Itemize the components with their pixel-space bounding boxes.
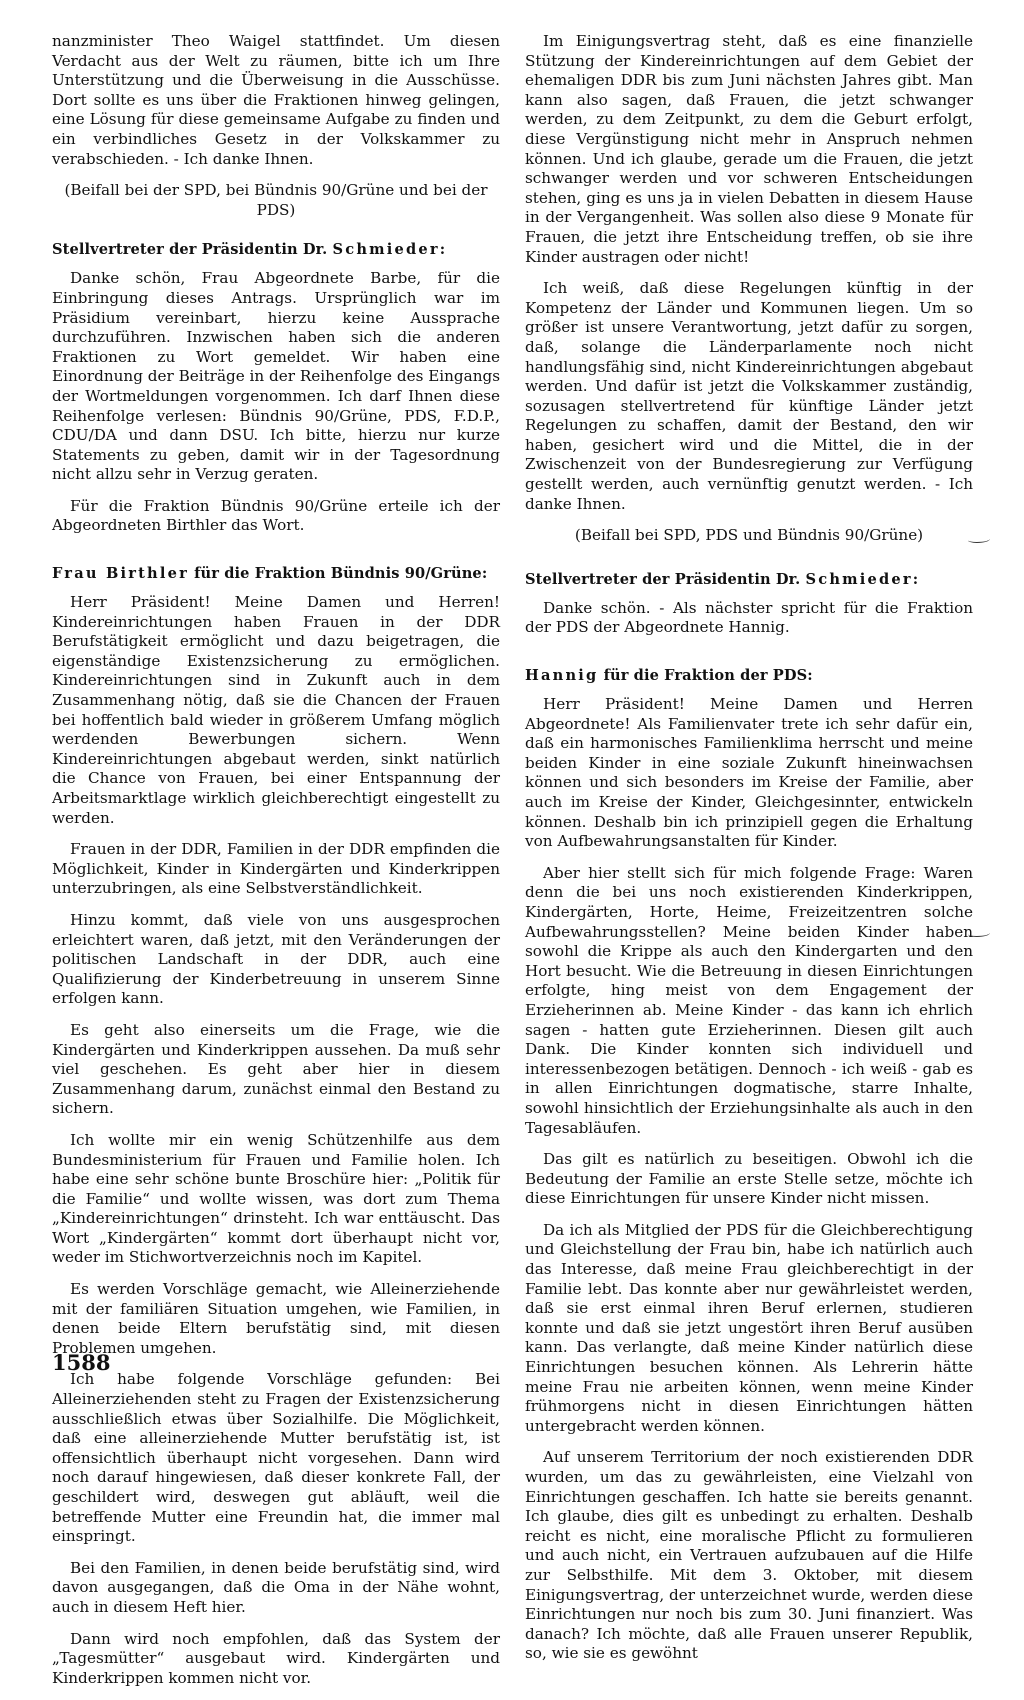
applause-note: (Beifall bei der SPD, bei Bündnis 90/Grüne und bei der PDS): [64, 181, 488, 219]
right-column: [525, 32, 973, 1676]
speaker-name: Schmieder:: [332, 241, 448, 259]
paragraph: Das gilt es natürlich zu beseitigen. Obwohl ich die Bedeutung der Familie an erste Stelle setze, möchte ich diese Einrichtungen für unsere Kinder nicht missen.: [525, 1150, 973, 1208]
paragraph: Da ich als Mitglied der PDS für die Gleichberechtigung und Gleichstellung der Frau bin, habe ich natürlich auch das Interesse, daß meine Frau gleichberechtigt in der Familie lebt. Das konnte aber nur gewährleistet werden, daß sie erst einmal ihren Beruf erlernen, studieren konnte und daß sie jetzt ungestört ihren Beruf ausüben kann. Das verlangte, daß meine Kinder natürlich diese Einrichtungen besuchen können. Als Lehrerin hätte meine Frau nie arbeiten können, wenn meine Kinder frühmorgens nicht in diesen Einrichtungen hätten untergebracht werden können.: [525, 1220, 973, 1435]
paragraph: Bei den Familien, in denen beide berufstätig sind, wird davon ausgegangen, daß die Oma in der Nähe wohnt, auch in diesem Heft hier.: [52, 1558, 500, 1616]
speaker-heading: [52, 240, 500, 259]
margin-mark: [968, 930, 990, 937]
paragraph: Aber hier stellt sich für mich folgende Frage: Waren denn die bei uns noch existierenden Kinderkrippen, Kindergärten, Horte, Heime, Freizeitzentren solche Aufbewahrungsstellen? Meine beiden Kinder haben sowohl die Krippe als auch den Kindergarten und den Hort besucht. Wie die Betreuung in diesen Einrichtungen erfolgte, hing meist von dem Engagement der Erzieherinnen ab. Meine Kinder - das kann ich ehrlich sagen - hatten gute Erzieherinnen. Diesen gilt auch Dank. Die Kinder konnten sich individuell und interessenbezogen betätigen. Dennoch - ich weiß - gab es in allen Einrichtungen dogmatische, starre Inhalte, sowohl hinsichtlich der Erziehungsinhalte als auch in den Tagesabläufen.: [525, 863, 973, 1137]
speaker-role: für die Fraktion Bündnis 90/Grüne:: [188, 565, 488, 583]
paragraph: Danke schön. - Als nächster spricht für die Fraktion der PDS der Abgeordnete Hannig.: [525, 598, 973, 637]
paragraph: Herr Präsident! Meine Damen und Herren! Kindereinrichtungen haben Frauen in der DDR Berufstätigkeit ermöglicht und dazu beigetragen, die eigenständige Existenzsicherung zu ermöglichen. Kindereinrichtungen sind in Zukunft auch in dem Zusammenhang nötig, daß sie die Chancen der Frauen bei hoffentlich bald wieder in größerem Umfang möglich werdenden Bewerbungen sichern. Wenn Kindereinrichtungen abgebaut werden, sinkt natürlich die Chance von Frauen, bei einer Entspannung der Arbeitsmarktlage wirklich gleichberechtigt eingestellt zu werden.: [52, 593, 500, 827]
paragraph: Ich wollte mir ein wenig Schützenhilfe aus dem Bundesministerium für Frauen und Familie holen. Ich habe eine sehr schöne bunte Broschüre hier: „Politik für die Familie“ und wollte wissen, was dort zum Thema „Kindereinrichtungen“ drinsteht. Ich war enttäuscht. Das Wort „Kindergärten“ kommt dort überhaupt nicht vor, weder im Stichwortverzeichnis noch im Kapitel.: [52, 1130, 500, 1267]
paragraph: Für die Fraktion Bündnis 90/Grüne erteile ich der Abgeordneten Birthler das Wort.: [52, 496, 500, 535]
paragraph: Es geht also einerseits um die Frage, wie die Kindergärten und Kinderkrippen aussehen. Da muß sehr viel geschehen. Es geht aber hier in diesem Zusammenhang darum, zunächst einmal den Bestand zu sichern.: [52, 1020, 500, 1118]
speaker-name: Frau Birthler: [52, 565, 189, 583]
speaker-heading: [52, 564, 500, 583]
paragraph: nanzminister Theo Waigel stattfindet. Um diesen Verdacht aus der Welt zu räumen, bitte ich um Ihre Unterstützung und die Überweisung in die Ausschüsse. Dort sollte es uns über die Fraktionen hinweg gelingen, eine Lösung für diese gemeinsame Aufgabe zu finden und ein verbindliches Gesetz in der Volkskammer zu verabschieden. - Ich danke Ihnen.: [52, 32, 500, 168]
speaker-role: Stellvertreter der Präsidentin Dr.: [52, 241, 333, 259]
page-number: 1588: [52, 1350, 111, 1375]
margin-mark: [968, 536, 990, 543]
speaker-role: Stellvertreter der Präsidentin Dr.: [525, 570, 806, 588]
speaker-name: Schmieder:: [805, 570, 921, 588]
paragraph: Herr Präsident! Meine Damen und Herren Abgeordnete! Als Familienvater trete ich sehr dafür ein, daß ein harmonisches Familienklima herrscht und meine beiden Kinder in eine soziale Zukunft hineinwachsen können und sich besonders im Kreise der Familie, aber auch im Kreise der Kinder, Gleichgesinnter, entwickeln können. Deshalb bin ich prinzipiell gegen die Erhaltung von Aufbewahrungsanstalten für Kinder.: [525, 695, 973, 851]
paragraph: Im Einigungsvertrag steht, daß es eine finanzielle Stützung der Kindereinrichtungen auf dem Gebiet der ehemaligen DDR bis zum Juni nächsten Jahres gibt. Man kann also sagen, daß Frauen, die jetzt schwanger werden, zu dem Zeitpunkt, zu dem die Geburt erfolgt, diese Vergünstigung nicht mehr in Anspruch nehmen können. Und ich glaube, gerade um die Frauen, die jetzt schwanger werden und vor schweren Entscheidungen stehen, ging es uns ja in vielen Debatten in diesem Hause in der Vergangenheit. Was sollen also diese 9 Monate für Frauen, die jetzt ihre Entscheidung treffen, ob sie ihre Kinder austragen oder nicht!: [525, 32, 973, 266]
paragraph: Ich weiß, daß diese Regelungen künftig in der Kompetenz der Länder und Kommunen liegen. Um so größer ist unsere Verantwortung, jetzt dafür zu sorgen, daß, solange die Länderparlamente noch nicht handlungsfähig sind, nicht Kindereinrichtungen abgebaut werden. Und dafür ist jetzt die Volkskammer zuständig, sozusagen stellvertretend für künftige Länder jetzt Regelungen zu schaffen, damit der Bestand, den wir haben, gesichert wird und die Mittel, die in der Zwischenzeit von der Bundesregierung zur Verfügung gestellt werden, auch vernünftig genutzt werden. - Ich danke Ihnen.: [525, 279, 973, 513]
paragraph: Es werden Vorschläge gemacht, wie Alleinerziehende mit der familiären Situation umgehen, wie Familien, in denen beide Eltern berufstätig sind, mit diesen Problemen umgehen.: [52, 1280, 500, 1357]
paragraph: Dann wird noch empfohlen, daß das System der „Tagesmütter“ ausgebaut wird. Kindergärten und Kinderkrippen kommen nicht vor.: [52, 1629, 500, 1687]
paragraph: Auf unserem Territorium der noch existierenden DDR wurden, um das zu gewährleisten, eine Vielzahl von Einrichtungen geschaffen. Ich hatte sie bereits genannt. Ich glaube, dies gilt es unbedingt zu erhalten. Deshalb reicht es nicht, eine moralische Pflicht zu formulieren und auch nicht, ein Vertrauen aufzubauen auf die Hilfe zur Selbsthilfe. Mit dem 3. Oktober, mit diesem Einigungsvertrag, der unterzeichnet wurde, werden diese Einrichtungen nur noch bis zum 30. Juni finanziert. Was danach? Ich möchte, daß alle Frauen unserer Republik, so, wie sie es gewöhnt: [525, 1448, 973, 1663]
speaker-heading: [525, 570, 973, 589]
paragraph: Danke schön, Frau Abgeordnete Barbe, für die Einbringung dieses Antrags. Ursprünglich war im Präsidium vereinbart, hierzu keine Aussprache durchzuführen. Inzwischen haben sich die anderen Fraktionen zu Wort gemeldet. Wir haben eine Einordnung der Beiträge in der Reihenfolge des Eingangs der Wortmeldungen vorgenommen. Ich darf Ihnen diese Reihenfolge verlesen: Bündnis 90/Grüne, PDS, F.D.P., CDU/DA und dann DSU. Ich bitte, hierzu nur kurze Statements zu geben, damit wir in der Tagesordnung nicht allzu sehr in Verzug geraten.: [52, 269, 500, 484]
applause-note: (Beifall bei SPD, PDS und Bündnis 90/Grüne): [574, 526, 924, 545]
paragraph: Hinzu kommt, daß viele von uns ausgesprochen erleichtert waren, daß jetzt, mit den Veränderungen der politischen Landschaft in der DDR, auch eine Qualifizierung der Kinderbetreuung in unserem Sinne erfolgen kann.: [52, 910, 500, 1008]
paragraph: Ich habe folgende Vorschläge gefunden: Bei Alleinerziehenden steht zu Fragen der Existenzsicherung ausschließlich etwas über Sozialhilfe. Die Möglichkeit, daß eine alleinerziehende Mutter berufstätig ist, ist offensichtlich überhaupt nicht vorgesehen. Dann wird noch darauf hingewiesen, daß dieser konkrete Fall, der geschildert wird, deswegen gut abläuft, weil die betreffende Mutter eine Freundin hat, die immer mal einspringt.: [52, 1370, 500, 1546]
paragraph: Frauen in der DDR, Familien in der DDR empfinden die Möglichkeit, Kinder in Kindergärten und Kinderkrippen unterzubringen, als eine Selbstverständlichkeit.: [52, 840, 500, 898]
speaker-name: Hannig: [525, 667, 599, 685]
left-column: [52, 32, 500, 1700]
speaker-role: für die Fraktion der PDS:: [598, 667, 813, 685]
speaker-heading: [525, 666, 973, 685]
